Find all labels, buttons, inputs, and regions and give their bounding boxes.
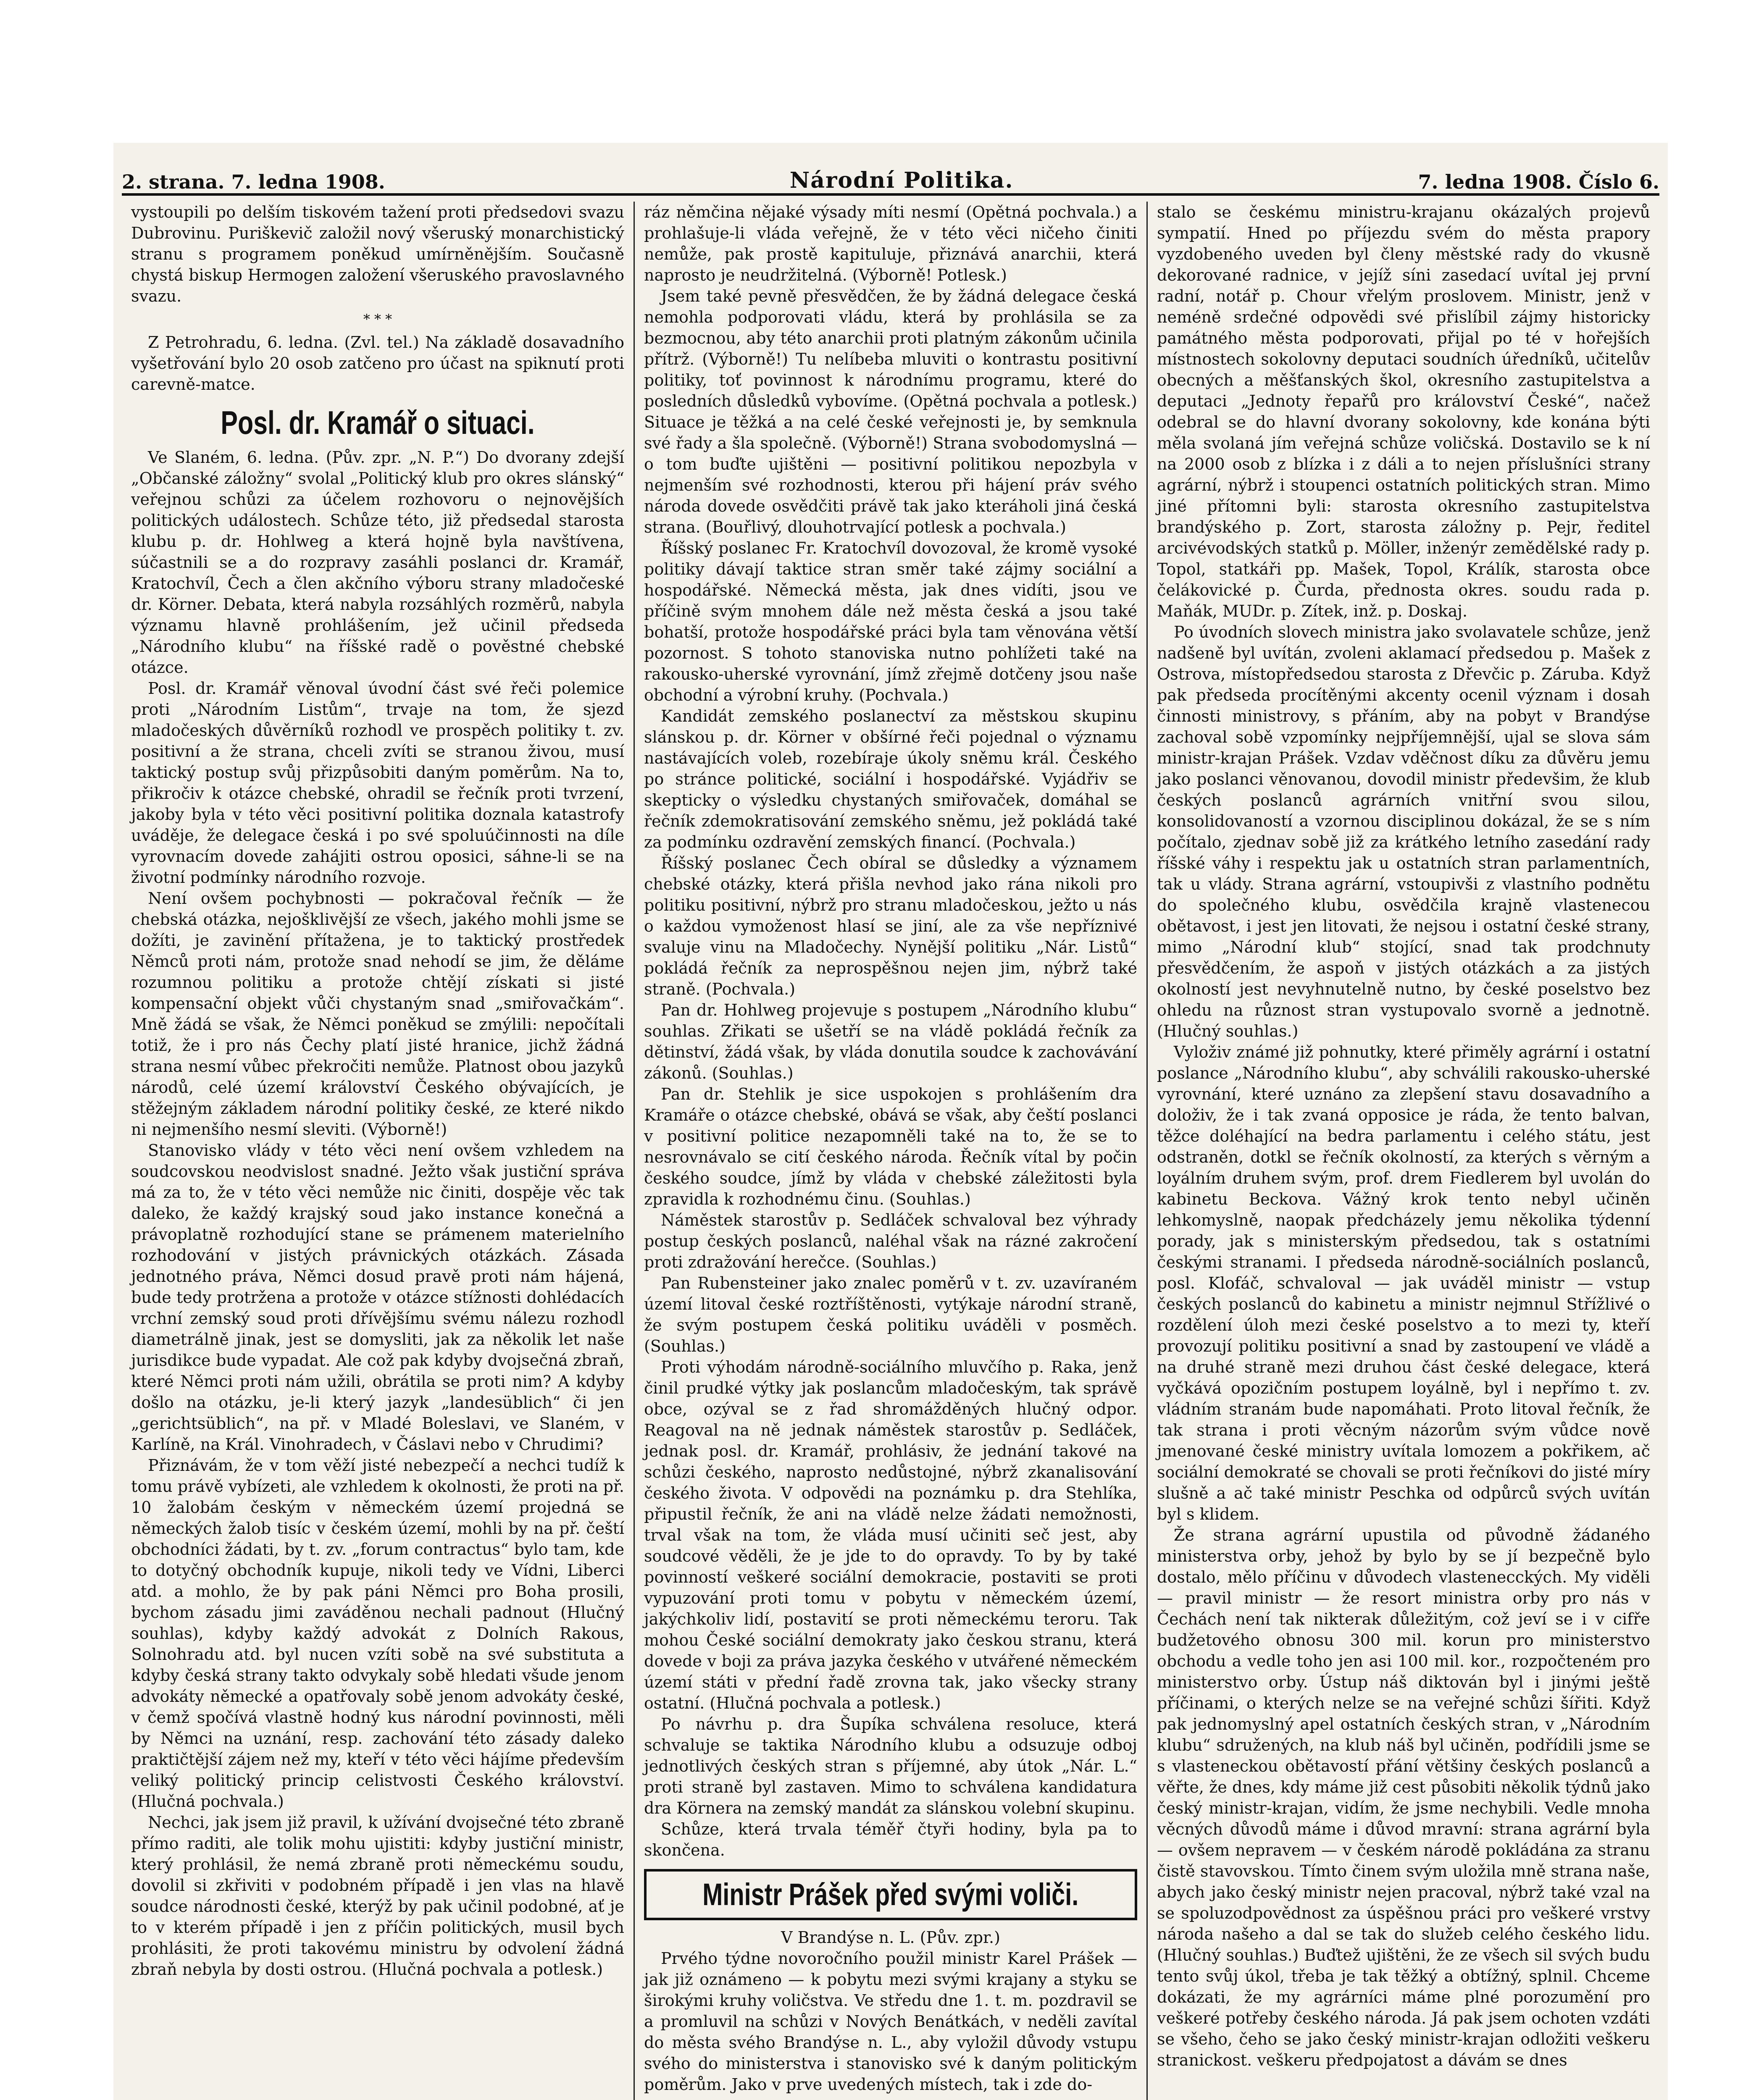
paragraph: vystoupili po delším tiskovém tažení proti předsedovi svazu Dubrovinu. Puriškevič založil nový všeruský monarchistický stranu s programem poněkud umírněnějším. Současně chystá biskup Hermogen založení všeruského pravoslavného svazu. xyxy=(131,203,624,305)
page-header xyxy=(122,160,1659,196)
article-columns xyxy=(122,202,1659,2100)
paragraph: Po návrhu p. dra Šupíka schválena resoluce, která schvaluje se taktika Národního klubu a odsuzuje odboj jednotlivých českých stran s příjemné, aby útok „Nár. L.“ proti straně byl zastaven. Mimo to schválena kandidatura dra Körnera na zemský mandát za slánskou volební skupinu. xyxy=(644,1715,1137,1817)
paragraph: Pan dr. Hohlweg projevuje s postupem „Národního klubu“ souhlas. Zřikati se ušetří se na vládě pokládá řečník za dětinství, žádá však, by vláda donutila soudce k zachovávání zákonů. (Souhlas.) xyxy=(644,1001,1137,1082)
paragraph: Pan Rubensteiner jako znalec poměrů v t. zv. uzavíraném území litoval české roztříštěnosti, vytýkaje národní straně, že svým postupem česká politiku uváděli v posměch. (Souhlas.) xyxy=(644,1274,1137,1355)
masthead: Národní Politika. xyxy=(789,168,1014,193)
paragraph: Přiznávám, že v tom věží jisté nebezpečí a nechci tudíž k tomu právě vybízeti, ale vzhledem k okolnosti, že proti na př. 10 žalobám českým v německém území projedná se německých žalob tisíc v českém území, mohli by na př. čeští obchodníci žádati, by t. zv. „forum contractus“ bylo tam, kde to dotyčný obchodník kupuje, nikoli tedy ve Vídni, Liberci atd. a mohlo, že by pak páni Němci pro Boha prosili, bychom zásadu jimi zaváděnou nechali padnout (Hlučný souhlas), kdyby každý advokát z Dolních Rakous, Solnohradu atd. byl nucen vzíti sobě na své substituta a kdyby česká strany takto odvykaly sobě hledati všude jenom advokáty německé a opatřovaly sobě jenom advokáty české, v čemž spočívá vlastně hodný kus národní povinnosti, měli by Němci na uznání, resp. zachování této zásady daleko praktičtější zájem než my, kteří v této věci hájíme především veliký politický princip celistvosti Českého království. (Hlučná pochvala.) xyxy=(131,1456,624,1811)
column-3 xyxy=(1148,202,1659,2100)
column-2 xyxy=(635,202,1148,2100)
paragraph: Stanovisko vlády v této věci není ovšem vzhledem na soudcovskou neodvislost snadné. Ježto však justiční správa má za to, že v této věci nemůže nic činiti, dospěje věc tak daleko, že každý krajský soud jako instance konečná a právoplatně rozhodující stane se prámenem materielního rozhodování v jistých právnických otázkách. Zásada jednotného práva, Němci dosud pravě proti nám hájená, bude tedy protržena a protože v otázce stížnosti dohlédacích vrchní zemský soud proti dřívějšímu svému nálezu rozhodl diametrálně jinak, jest se domysliti, jak za několik let naše jurisdikce bude vypadat. Ale což pak kdyby dvojsečná zbraň, které Němci proti nám užili, obrátila se proti nim? A kdyby došlo na otázku, je-li který jazyk „landesüblich“ či jen „gerichtsüblich“, na př. v Mladé Boleslavi, ve Slaném, v Karlíně, na Král. Vinohradech, v Čáslavi nebo v Chrudimi? xyxy=(131,1141,624,1454)
paragraph: Schůze, která trvala téměř čtyři hodiny, byla pa to skončena. xyxy=(644,1820,1137,1859)
paragraph: Prvého týdne novoročního použil ministr Karel Prášek — jak již oznámeno — k pobytu mezi svými krajany a styku se širokými kruhy voličstva. Ve středu dne 1. t. m. pozdravil se a promluvil na schůzi v Nových Benátkách, v neděli zavítal do města svého Brandýse n. L., aby vyložil důvody vstupu svého do ministerstva i stanovisko své k daným politickým poměrům. Jako v prve uvedených místech, tak i zde do- xyxy=(644,1949,1137,2094)
paragraph: Proti výhodám národně-sociálního mluvčího p. Raka, jenž činil prudké výtky jak poslancům mladočeským, tak správě obce, ozýval se z řad shromážděných hlučný odpor. Reagoval na ně jednak náměstek starostův p. Sedláček, jednak posl. dr. Kramář, prohlásiv, že jednání takové na schůzi českého, naprosto nedůstojné, nýbrž zkanalisování českého života. V odpovědi na poznámku p. dra Stehlíka, připustil řečník, že ani na vládě nelze žádati nemožnosti, trval však na tom, že vláda musí učiniti seč jest, aby soudcové věděli, že je jde to do opravdy. To by by také povinností veškeré sociální demokracie, postaviti se proti vypuzování proti tomu v pobytu v německém území, jakýchkoliv lidí, postavití se proti německému teroru. Tak mohou České sociální demokraty jako českou stranu, která dovede v boji za práva jazyka českého v utvářené německém území státi v přední řadě zrovna tak, jako všecky strany ostatní. (Hlučná pochvala a potlesk.) xyxy=(644,1358,1137,1712)
header-left: 2. strana. 7. ledna 1908. xyxy=(122,171,385,193)
paragraph: Po úvodních slovech ministra jako svolavatele schůze, jenž nadšeně byl uvítán, zvoleni aklamací předsedou p. Mašek z Ostrova, místopředsedou starosta z Dřevčic p. Záruba. Když pak předseda procítěnými akcenty ocenil význam i dosah činnosti ministrovy, s přáním, aby na pobyt v Brandýse zachoval sobě vzpomínky nejpříjemnější, ujal se slova sám ministr-krajan Prášek. Vzdav vděčnost díku za důvěru jemu jako poslanci věnovanou, dovodil ministr předevšim, že klub českých poslanců agrárních vnitřní svou silou, konsolidovaností a vzornou disciplinou dokázal, že se s ním počítalo, zjednav sobě již za krátkého letního zasedání rady říšské váhy i respektu jak u ostatních stran parlamentních, tak u vlády. Strana agrární, vstoupivši z vlastního podnětu do společného klubu, osvědčila krajně vlastenecou obětavost, i jest jen litovati, že nejsou i ostatní české strany, mimo „Národní klub“ stojící, snad tak prodchnuty přesvědčením, že aspoň v jistých otázkách a za jistých okolností jest nevyhnutelně nutno, by české poselstvo bez ohledu na různost stran vystupovalo svorně a jednotně. (Hlučný souhlas.) xyxy=(1157,623,1650,1040)
paragraph: Říšský poslanec Čech obíral se důsledky a významem chebské otázky, která přišla nevhod jako rána nikoli pro politiku positivní, nýbrž pro stranu mladočeskou, ježto u nás o každou vymoženost hlasí se jiní, ale za vše nepříznivé svaluje vinu na Mladočechy. Nynější politiku „Nár. Listů“ pokládá řečník za neprospěšnou nejen jim, nýbrž také straně. (Pochvala.) xyxy=(644,854,1137,998)
dateline: V Brandýse n. L. (Pův. zpr.) xyxy=(781,1928,1000,1947)
paragraph: Že strana agrární upustila od původně žádaného ministerstva orby, jehož by bylo by se jí bezpečně bylo dostalo, mělo příčinu v důvodech vlastenecckých. My viděli — pravil ministr — že resort ministra orby pro nás v Čechách není tak nikterak důležitým, což jeví se i v cifře budžetového obnosu 300 mil. korun pro ministerstvo obchodu a vedle toho jen asi 100 mil. kor., rozpočteném pro ministerstvo orby. Ústup náš diktován byl i jinými ještě příčinami, o kterých nelze se na veřejné schůzi šířiti. Když pak jednomyslný apel ostatních českých stran, v „Národním klubu“ sdružených, na klub náš byl učiněn, podřídili jsme se s vlasteneckou obětavostí přání většiny českých poslanců a věřte, že dnes, kdy máme již cest působiti několik týdnů jako český ministr-krajan, vidím, že jsme nechybili. Vedle mnoha věcných důvodů máme i důvod mravní: strana agrární byla — ovšem nepravem — v českém národě pokládána za stranu čistě stavovskou. Tímto činem svým uložila mně strana naše, abych jako český ministr nejen pracoval, nýbrž také vzal na se spoluzodpovědnost za úspěšnou práci pro veškeré vrstvy národa našeho a dal se tak do služeb celého českého lidu. (Hlučný souhlas.) Buďtež ujištěni, že ze všech sil svých budu tento svůj úkol, třeba je tak těžký a obtížný, splnil. Chceme dokázati, že my agrárníci máme plné porozumění pro veškeré potřeby českého národa. Já pak jsem ochoten vzdáti se všeho, čeho se jako český ministr-krajan odložiti veškeru stranickost. veškeru předpojatost a dávám se dnes xyxy=(1157,1526,1650,2069)
paragraph: Náměstek starostův p. Sedláček schvaloval bez výhrady postup českých poslanců, naléhal však na rázné zakročení proti zdražování herečce. (Souhlas.) xyxy=(644,1211,1137,1271)
header-right: 7. ledna 1908. Číslo 6. xyxy=(1418,171,1659,193)
paragraph: Jsem také pevně přesvědčen, že by žádná delegace česká nemohla podporovati vládu, která by prohlásila se za bezmocnou, aby této anarchii proti platným zákonům učinila přítrž. (Výborně!) Tu nelíbeba mluviti o kontrastu positivní politiky, toť povinnost k národnímu programu, které do posledních důsledků vybovíme. (Opětná pochvala a potlesk.) Situace je těžká a na celé české veřejnosti je, by semknula své řady a šla společně. (Výborně!) Strana svobodomyslná — o tom buďte ujištěni — positivní politikou nepozbyla v nejmenším své rozhodnosti, kterou při hájení práv svého národa dovede osvědčiti právě tak jako kteráholi jiná česká strana. (Bouřlivý, dlouhotrvající potlesk a pochvala.) xyxy=(644,287,1137,536)
paragraph: Nechci, jak jsem již pravil, k užívání dvojsečné této zbraně přímo raditi, ale tolik mohu ujistiti: kdyby justiční ministr, který prohlásil, že nemá zbraně proti německému soudu, dovolil si zkřiviti v podobném případě i jen vlas na hlavě soudce národnosti české, kterýž by pak učinil podobné, ať je to v kterém případě i jen z příčin politických, musil bych prohlásiti, že proti takovému ministru by odvolení žádná zbraň nebyla by dosti ostrou. (Hlučná pochvala a potlesk.) xyxy=(131,1813,624,1979)
article-heading: Posl. dr. Kramář o situaci. xyxy=(221,404,535,441)
paragraph: Není ovšem pochybnosti — pokračoval řečník — že chebská otázka, nejošklivější ze všech, jakého mohli jsme se dožíti, je zavinění přítažena, je to taktický prostředek Němců proti nám, protože snad nehodí se jim, že děláme rozumnou politiku a protože chtějí získati si jisté kompensační objekt vůči chystaným snad „smiřovačkám“. Mně žádá se však, že Němci poněkud se zmýlili: nepočítali totiž, že i pro nás Čechy platí jisté hranice, jichž žádná strana nesmí vůbec překročiti nemůže. Platnost obou jazyků národů, celé území království Českého obývajících, je stěžejným základem národní politiky české, ze které nikdo ni nejmenšího nesmí sleviti. (Výborně!) xyxy=(131,889,624,1139)
paragraph: Vyloživ známé již pohnutky, které přiměly agrární i ostatní poslance „Národního klubu“, aby schválili rakousko-uherské vyrovnání, které uznáno za zlepšení stavu dosavadního a doloživ, že i tak zvaná opposice je ráda, že tento balvan, těžce doléhající na bedra parlamentu i celého státu, jest odstraněn, dotkl se řečník okolností, za kterých s věrným a loyálním druhem svým, prof. drem Fiedlerem byl uvolán do kabinetu Beckova. Vážný krok tento nebyl učiněn lehkomyslně, naopak předcházely jemu několika týdenní porady, jak s ministerským předsedou, tak s ostatními českými stranami. I předseda národně-sociálních poslanců, posl. Klofáč, schvaloval — jak uváděl ministr — vstup českých poslanců do kabinetu a ministr nejmnul Střížlivé o rozdělení úloh mezi české poselstvo a to mezi ty, kteří provozují politiku positivní a snad by zastoupení ve vládě a na druhé straně mezi druhou část české delegace, která vyčkává opozičním postupem loyálně, byl i nepřímo t. zv. vládním stranám bude napomáhati. Proto litoval řečník, že tak strana i proti věcným názorům svým vůdce nově jmenované české ministry uvítala lomozem a pokřikem, ač sociální demokraté se chovali se proti řečníkovi do jisté míry slušně a ač také ministr Peschka od odpůrců svých uvítán byl s klidem. xyxy=(1157,1043,1650,1523)
article-heading-text: Ministr Prášek před svými voliči. xyxy=(702,1877,1079,1912)
paragraph: stalo se českému ministru-krajanu okázalých projevů sympatií. Hned po příjezdu svém do města prapory vyzdobeného uveden byl členy městské rady do vkusně dekorované radnice, v jejíž síni zasedací uvítal jej první radní, notář p. Chour vřelým proslovem. Ministr, jenž v neméně srdečné odpovědi své přislíbil zájmy historicky památného města podporovati, přijal po té v hořejších místnostech sokolovny deputaci soudních úředníků, učitelův obecných a měšťanských škol, okresního zastupitelstva a deputaci „Jednoty řepařů pro království České“, načež odebral se do hlavní dvorany sokolovny, kde konána býti měla svolaná jím veřejná schůze voličská. Dostavilo se k ní na 2000 osob z blízka i z dáli a to nejen příslušníci strany agrární, nýbrž i stoupenci ostatních politických stran. Mimo jiné přítomni byli: starosta okresního zastupitelstva brandýského p. Zort, starosta záložny p. Pejr, ředitel arcivévodských statků p. Möller, inženýr zemědělské rady p. Topol, statkáři pp. Mašek, Topol, Králík, starosta obce čelákovické p. Čurda, přednosta okres. soudu rada p. Maňák, MUDr. p. Zítek, inž. p. Doskaj. xyxy=(1157,203,1650,620)
article-heading-boxed xyxy=(644,1869,1137,1920)
paragraph: Kandidát zemského poslanectví za městskou skupinu slánskou p. dr. Körner v obšírné řeči pojednal o významu nastávajících voleb, rozebíraje úkoly sněmu král. Českého po stránce politické, sociální i hospodářské. Vyjádřiv se skepticky o výsledku chystaných smiřovaček, domáhal se řečník zdemokratisování zemského sněmu, jež pokládá také za podmínku ozdravění zemských financí. (Pochvala.) xyxy=(644,707,1137,851)
paragraph: Pan dr. Stehlik je sice uspokojen s prohlášením dra Kramáře o otázce chebské, obává se však, aby čeští poslanci v positivní politice nezapomněli také na to, že se to nesrovnávalo se cití českého národa. Řečník vítal by počin českého soudce, jímž by vláda v chebské záležitosti byla zpravidla k rozhodnému činu. (Souhlas.) xyxy=(644,1085,1137,1208)
paragraph: Z Petrohradu, 6. ledna. (Zvl. tel.) Na základě dosavadního vyšetřování bylo 20 osob zatčeno pro účast na spiknutí proti carevně-matce. xyxy=(131,333,624,394)
paragraph: Ve Slaném, 6. ledna. (Pův. zpr. „N. P.“) Do dvorany zdejší „Občanské záložny“ svolal „Politický klub pro okres slánský“ veřejnou schůzi za účelem rozhovoru o nejnovějších politických událostech. Schůze této, již předsedal starosta klubu p. dr. Hohlweg a která hojně byla navštívena, súčastnili se a do rozpravy zasáhli poslanci dr. Kramář, Kratochvíl, Čech a člen akčního výboru strany mladočeské dr. Körner. Debata, která nabyla rozsáhlých rozměrů, nabyla významu hlavně prohlášením, jež učinil předseda „Národního klubu“ na říšské radě o pověstné chebské otázce. xyxy=(131,448,624,677)
paragraph: Říšský poslanec Fr. Kratochvíl dovozoval, že kromě vysoké politiky dávají taktice stran směr také zájmy sociální a hospodářské. Německá města, jak dnes vidíti, jsou ve příčině svým mnohem dále než města česká a jsou také bohatší, protože hospodářské práci byla tam věnována větší pozornost. S tohoto stanoviska nutno pohlížeti také na rakousko-uherské vyrovnání, jímž zřejmě dotčeny jsou naše obchodní a výrobní kruhy. (Pochvala.) xyxy=(644,539,1137,704)
paragraph: ráz němčina nějaké výsady míti nesmí (Opětná pochvala.) a prohlašuje-li vláda veřejně, že v této věci ničeho činiti nemůže, pak prostě kapituluje, přiznává anarchii, která naprosto je neudržitelná. (Výborně! Potlesk.) xyxy=(644,203,1137,284)
column-1 xyxy=(122,202,635,2100)
separator: * * * xyxy=(363,311,392,327)
newspaper-page xyxy=(113,143,1668,2100)
paragraph: Posl. dr. Kramář věnoval úvodní část své řeči polemice proti „Národním Listům“, trvaje na tom, že sjezd mladočeských důvěrníků rozhodl ve prospěch politiky t. zv. positivní a že strana, chceli zvíti se stranou živou, musí taktický postup svůj přizpůsobiti daným poměrům. Na to, přikročiv k otázce chebské, ohradil se řečník proti tvrzení, jakoby byla v této věci positivní politika doznala katastrofy uváděje, že delegace česká i po své spoluúčinnosti na díle vyrovnacím dovede zahájiti ostrou oposici, sáhne-li se na životní podmínky národního rozvoje. xyxy=(131,679,624,887)
